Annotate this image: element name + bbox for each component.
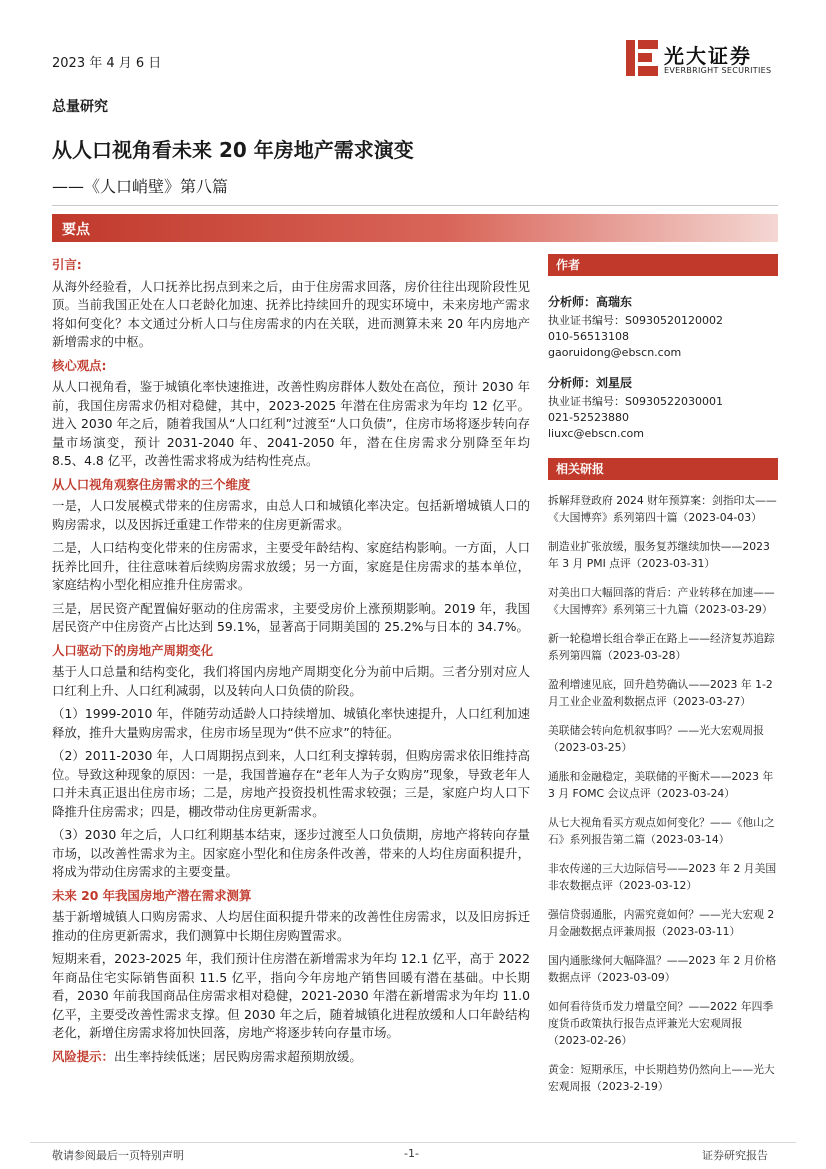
future-heading: 未来 20 年我国房地产潜在需求测算 (52, 887, 252, 903)
author-header: 作者 (548, 254, 778, 276)
analyst-email[interactable]: gaoruidong@ebscn.com (548, 346, 682, 359)
report-category: 总量研究 (52, 99, 108, 115)
cycle-heading: 人口驱动下的房地产周期变化 (52, 642, 214, 658)
cycle-paragraph-2: （2）2011-2030 年，人口周期拐点到来，人口红利支撑转弱，但购房需求依旧维持高位。导致这种现象的原因：一是，我国普遍存在“老年人为子女购房”现象，导致老年人口并未真正退出住房市场；二是，房地产投资投机性需求较强；三是，家庭户均人口下降推升住房需求；四是，棚改带动住房更新需求。 (52, 748, 530, 819)
main-content (52, 254, 530, 1071)
cycle-paragraph-3: （3）2030 年之后，人口红利期基本结束，逐步过渡至人口负债期，房地产将转向存量市场，以改善性需求为主。因家庭小型化和住房条件改善，带来的人均住房面积提升，将成为带动住房需求的主要变量。 (52, 827, 530, 879)
future-paragraph-1: 基于新增城镇人口购房需求、人均居住面积提升带来的改善性住房需求，以及旧房拆迁推动的住房更新需求，我们测算中长期住房购置需求。 (52, 909, 530, 943)
footer-report-type: 证券研究报告 (702, 1149, 768, 1162)
analyst-name: 分析师：刘星辰 (548, 376, 633, 390)
related-report-item[interactable]: 新一轮稳增长组合拳正在路上——经济复苏追踪系列第四篇（2023-03-28） (548, 632, 775, 662)
related-header: 相关研报 (548, 458, 778, 480)
logo-subtext: EVERBRIGHT SECURITIES (664, 66, 772, 75)
logo-text: 光大证券 (664, 44, 752, 68)
intro-heading: 引言: (52, 257, 82, 272)
cycle-paragraph-intro: 基于人口总量和结构变化，我们将国内房地产周期变化分为前中后期。三者分别对应人口红利上升、人口红利减弱，以及转向人口负债的阶段。 (52, 664, 530, 698)
future-paragraph-2: 短期来看，2023-2025 年，我们预计住房潜在新增需求为年均 12.1 亿平，高于 2022 年商品住宅实际销售面积 11.5 亿平，指向今年房地产销售回暖有潜在基础。中长期看，2030 年前我国商品住房需求相对稳健，2021-2030 年潜在新增需求为年均 11.0 亿平，主要受改善性需求支撑。但 2030 年之后，随着城镇化进程放缓和人口年龄结构老化，新增住房需求将加快回落，房地产将逐步转向存量市场。 (52, 951, 530, 1040)
company-logo (626, 38, 786, 82)
page-number: -1- (404, 1147, 419, 1160)
dimensions-heading: 从人口视角观察住房需求的三个维度 (52, 476, 251, 492)
footer-divider (30, 1142, 796, 1143)
analyst-card (548, 375, 778, 442)
analyst-cert: 执业证书编号：S0930522030001 (548, 395, 723, 408)
report-date: 2023 年 4 月 6 日 (52, 56, 162, 71)
key-points-label: 要点 (62, 222, 90, 238)
cycle-paragraph-1: （1）1999-2010 年，伴随劳动适龄人口持续增加、城镇化率快速提升，人口红利加速释放，推升大量购房需求，住房市场呈现为“供不应求”的特征。 (52, 706, 530, 740)
analyst-phone: 021-52523880 (548, 411, 629, 424)
analyst-name: 分析师：高瑞东 (548, 295, 633, 309)
related-report-item[interactable]: 美联储会转向危机叙事吗？——光大宏观周报（2023-03-25） (548, 724, 764, 754)
core-heading: 核心观点: (52, 357, 107, 373)
related-report-item[interactable]: 从七大视角看买方观点如何变化？——《他山之石》系列报告第二篇（2023-03-14） (548, 816, 775, 846)
related-report-item[interactable]: 国内通胀缘何大幅降温？——2023 年 2 月价格数据点评（2023-03-09） (548, 954, 777, 984)
related-report-item[interactable]: 对美出口大幅回落的背后：产业转移在加速——《大国博弈》系列第三十九篇（2023-03-29） (548, 586, 775, 616)
risk-text: 出生率持续低迷；居民购房需求超预期放缓。 (113, 1048, 362, 1064)
footer-disclaimer: 敬请参阅最后一页特别声明 (52, 1149, 184, 1162)
report-title: 从人口视角看未来 20 年房地产需求演变 (52, 138, 414, 162)
key-points-banner (52, 214, 778, 242)
core-paragraph: 从人口视角看，鉴于城镇化率快速推进，改善性购房群体人数处在高位，预计 2030 年前，我国住房需求仍相对稳健，其中，2023-2025 年潜在住房需求为年均 12 亿平。进入 2030 年之后，随着我国从“人口红利”过渡至“人口负债”，住房市场将逐步转向存量市场演变，预计 2031-2040 年、2041-2050 年，潜在住房需求分别降至年均 8.5、4.8 亿平，改善性需求将成为结构性亮点。 (52, 379, 530, 468)
dimension-paragraph-1: 一是，人口发展模式带来的住房需求，由总人口和城镇化率决定。包括新增城镇人口的购房需求，以及因拆迁重建工作带来的住房更新需求。 (52, 498, 530, 532)
analyst-cert: 执业证书编号：S0930520120002 (548, 314, 723, 327)
analyst-card (548, 294, 778, 361)
related-report-item[interactable]: 盈利增速见底，回升趋势确认——2023 年 1-2 月工业企业盈利数据点评（2023-03-27） (548, 678, 773, 708)
related-report-item[interactable]: 非农传递的三大边际信号——2023 年 2 月美国非农数据点评（2023-03-12） (548, 862, 777, 892)
risk-note (52, 1048, 530, 1067)
everbright-logo-icon (626, 38, 660, 78)
header-divider (52, 205, 778, 206)
analyst-phone: 010-56513108 (548, 330, 629, 343)
related-report-item[interactable]: 强信贷弱通胀，内需究竟如何？——光大宏观 2 月金融数据点评兼周报（2023-03-11） (548, 908, 775, 938)
analyst-email[interactable]: liuxc@ebscn.com (548, 427, 644, 440)
related-report-item[interactable]: 通胀和金融稳定，美联储的平衡术——2023 年 3 月 FOMC 会议点评（2023-03-24） (548, 770, 774, 800)
related-report-item[interactable]: 如何看待货币发力增量空间？——2022 年四季度货币政策执行报告点评兼光大宏观周报（2023-02-26） (548, 1000, 774, 1047)
related-report-item[interactable]: 制造业扩张放缓，服务复苏继续加快——2023 年 3 月 PMI 点评（2023-03-31） (548, 540, 770, 570)
risk-label: 风险提示： (52, 1048, 114, 1064)
related-report-item[interactable]: 黄金：短期承压，中长期趋势仍然向上——光大宏观周报（2023-2-19） (548, 1063, 775, 1093)
report-subtitle: ——《人口峭壁》第八篇 (52, 177, 229, 196)
sidebar (548, 254, 778, 1095)
dimension-paragraph-2: 二是，人口结构变化带来的住房需求，主要受年龄结构、家庭结构影响。一方面，人口抚养比回升，往往意味着后续购房需求放缓；另一方面，家庭是住房需求的基本单位，家庭结构小型化相应推升住房需求。 (52, 540, 530, 592)
intro-paragraph: 从海外经验看，人口抚养比拐点到来之后，由于住房需求回落，房价往往出现阶段性见顶。当前我国正处在人口老龄化加速、抚养比持续回升的现实环境中，未来房地产需求将如何变化？本文通过分析人口与住房需求的内在关联，进而测算未来 20 年内房地产新增需求的中枢。 (52, 278, 530, 349)
related-report-item[interactable]: 拆解拜登政府 2024 财年预算案：剑指印太——《大国博弈》系列第四十篇（2023-04-03） (548, 494, 777, 524)
dimension-paragraph-3: 三是，居民资产配置偏好驱动的住房需求，主要受房价上涨预期影响。2019 年，我国居民资产中住房资产占比达到 59.1%，显著高于同期美国的 25.2%与日本的 34.7%。 (52, 600, 530, 634)
related-reports (548, 458, 778, 1095)
